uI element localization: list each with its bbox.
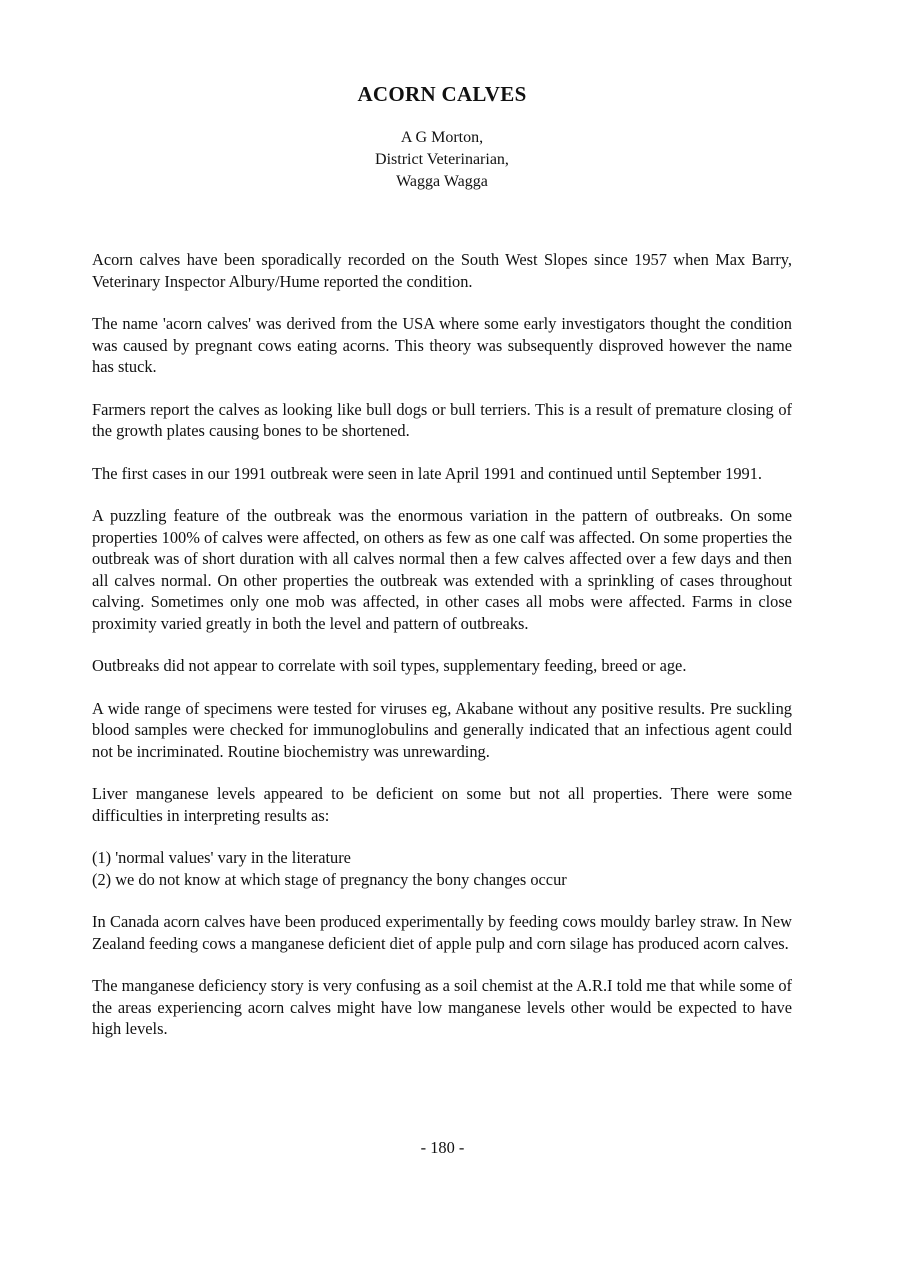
paragraph: A wide range of specimens were tested for viruses eg, Akabane without any positive results. Pre suckling blood samples were checked for immunoglobulins and generally indicated that an infectious agent could not be incriminated. Routine biochemistry was unrewarding.: [92, 698, 792, 761]
paragraph: Outbreaks did not appear to correlate with soil types, supplementary feeding, breed or age.: [92, 656, 687, 675]
paragraph: The manganese deficiency story is very confusing as a soil chemist at the A.R.I told me that while some of the areas experiencing acorn calves might have low manganese levels other would be expected to have high levels.: [92, 976, 792, 1038]
body-text: [92, 249, 792, 1040]
list-item: (2) we do not know at which stage of pregnancy the bony changes occur: [92, 869, 567, 889]
numbered-list: [92, 847, 792, 890]
paragraph: The name 'acorn calves' was derived from the USA where some early investigators thought the condition was caused by pregnant cows eating acorns. This theory was subsequently disproved however the name has stuck.: [92, 314, 792, 376]
paragraph: Farmers report the calves as looking like bull dogs or bull terriers. This is a result of premature closing of the growth plates causing bones to be shortened.: [92, 399, 792, 440]
list-item: (1) 'normal values' vary in the literature: [92, 848, 351, 867]
document-title: ACORN CALVES: [357, 82, 527, 106]
page-number: - 180 -: [420, 1138, 465, 1157]
paragraph: Acorn calves have been sporadically recorded on the South West Slopes since 1957 when Max Barry, Veterinary Inspector Albury/Hume reported the condition.: [92, 250, 792, 291]
paragraph: A puzzling feature of the outbreak was the enormous variation in the pattern of outbreaks. On some properties 100% of calves were affected, on others as few as one calf was affected. On some properties the outbreak was of short duration with all calves normal then a few calves affected over a few days and then all calves normal. On other properties the outbreak was extended with a sprinkling of cases throughout calving. Sometimes only one mob was affected, in other cases all mobs were affected. Farms in close proximity varied greatly in both the level and pattern of outbreaks.: [92, 506, 792, 633]
author-name: A G Morton,: [400, 129, 484, 146]
document-page: [92, 82, 792, 1061]
author-position: District Veterinarian,: [375, 151, 509, 168]
author-block: [92, 127, 792, 193]
author-location: Wagga Wagga: [396, 173, 488, 190]
paragraph: In Canada acorn calves have been produced experimentally by feeding cows mouldy barley straw. In New Zealand feeding cows a manganese deficient diet of apple pulp and corn silage has produced acorn calves.: [92, 912, 792, 953]
paragraph: Liver manganese levels appeared to be deficient on some but not all properties. There were some difficulties in interpreting results as:: [92, 784, 792, 825]
paragraph: The first cases in our 1991 outbreak were seen in late April 1991 and continued until September 1991.: [92, 463, 763, 483]
